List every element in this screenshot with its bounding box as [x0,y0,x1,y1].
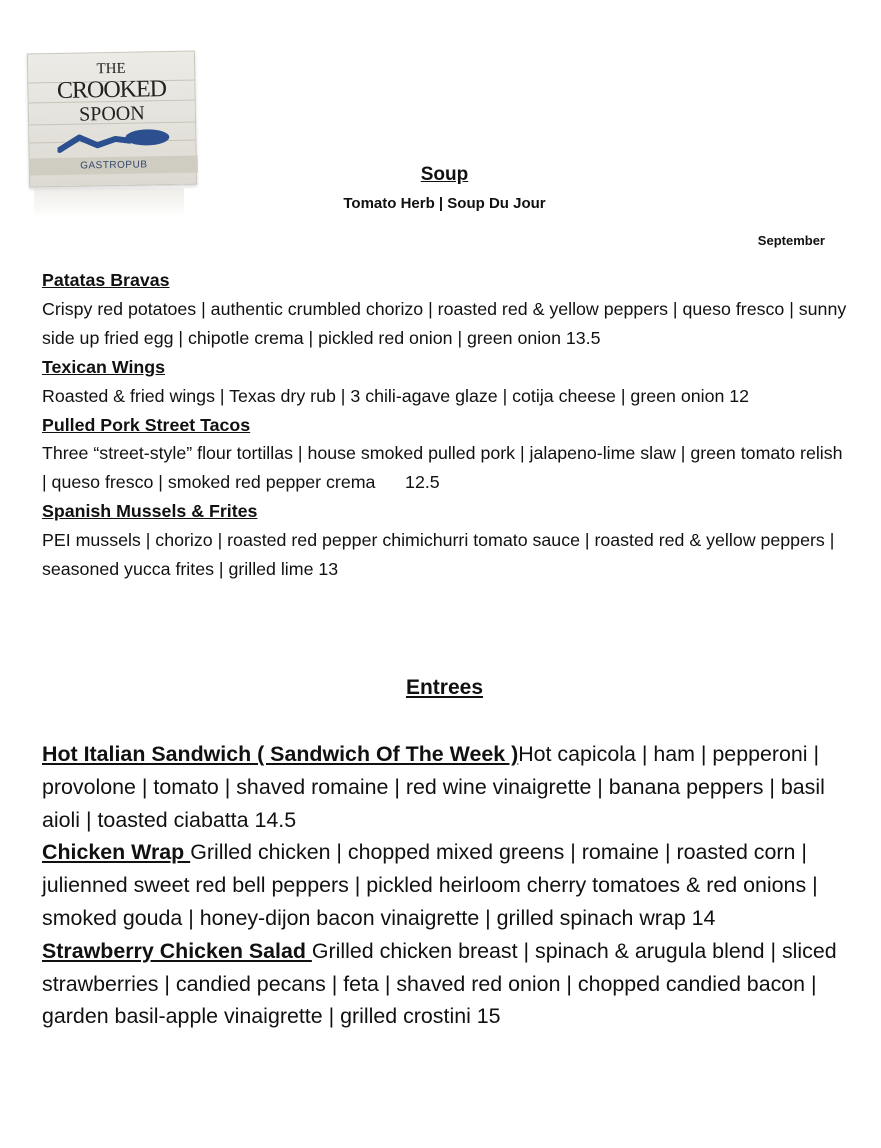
item-description: Grilled chicken breast | spinach & arugula blend | sliced strawberries | candied pecans | feta | shaved red onion | chopped candied bacon | garden basil-apple vinaigrette | grilled crostini 15 [42,938,837,1029]
menu-item-strawberry-salad [42,935,850,1033]
menu-item-street-tacos [42,411,850,498]
item-description: Three “street-style” flour tortillas | house smoked pulled pork | jalapeno-lime slaw | green tomato relish | queso fresco | smoked red pepper crema 12.5 [42,443,848,493]
item-title: Patatas Bravas [42,270,170,290]
appetizer-list [42,266,850,584]
menu-item-mussels-frites [42,497,850,584]
item-title: Hot Italian Sandwich ( Sandwich Of The Week ) [42,742,519,766]
item-description: Grilled chicken | chopped mixed greens | romaine | roasted corn | julienned sweet red bell peppers | pickled heirloom cherry tomatoes & red onions | smoked gouda | honey-dijon bacon vinaigrette | grilled spinach wrap 14 [42,840,818,930]
item-title: Strawberry Chicken Salad [42,938,312,963]
item-title: Pulled Pork Street Tacos [42,414,251,435]
spoon-icon [57,124,178,156]
item-title: Texican Wings [42,356,166,377]
soup-heading: Soup [420,164,469,185]
menu-item-hot-italian [42,738,850,836]
menu-month: September [757,233,825,248]
item-description: Roasted & fried wings | Texas dry rub | 3 chili-agave glaze | cotija cheese | green onion 12 [42,385,750,406]
logo-subtitle: GASTROPUB [30,156,198,176]
menu-item-chicken-wrap [42,836,850,934]
item-title: Chicken Wrap [42,840,191,865]
menu-item-patatas-bravas [42,266,850,353]
entree-list [42,738,850,1033]
item-title: Spanish Mussels & Frites [42,501,258,522]
logo-line-spoon: SPOON [78,102,145,126]
logo-line-crooked: CROOKED [56,76,167,104]
menu-item-texican-wings [42,353,850,411]
item-description: PEI mussels | chorizo | roasted red pepper chimichurri tomato sauce | roasted red & yellow peppers | seasoned yucca frites | grilled lime 13 [42,530,835,580]
entrees-heading: Entrees [405,676,484,699]
item-description: Hot capicola | ham | pepperoni | provolone | tomato | shaved romaine | red wine vinaigrette | banana peppers | basil aioli | toasted ciabatta 14.5 [42,742,825,832]
soup-items: Tomato Herb | Soup Du Jour [343,195,546,212]
logo-line-the: THE [96,60,126,78]
item-description: Crispy red potatoes | authentic crumbled chorizo | roasted red & yellow peppers | queso fresco | sunny side up fried egg | chipotle crema | pickled red onion | green onion 13.5 [42,298,847,348]
